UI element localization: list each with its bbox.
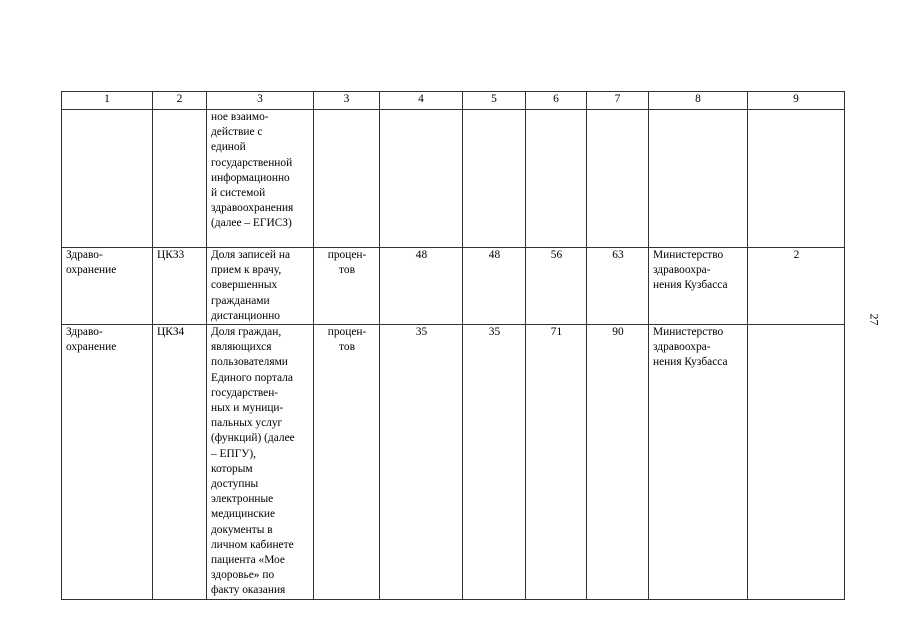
responsible-cell: Министерство здравоохра- нения Кузбасса (649, 248, 748, 325)
value-cell: 35 (380, 325, 463, 600)
value-cell: 48 (463, 248, 526, 325)
code-cell: ЦКЗ4 (153, 325, 207, 600)
indicators-table (61, 91, 845, 600)
code-cell: ЦКЗ3 (153, 248, 207, 325)
responsible-cell: Министерство здравоохра- нения Кузбасса (649, 325, 748, 600)
table-row (62, 248, 845, 325)
responsible-cell (649, 110, 748, 248)
sector-cell: Здраво- охранение (62, 325, 153, 600)
column-header: 7 (587, 92, 649, 110)
sector-cell (62, 110, 153, 248)
unit-cell (314, 110, 380, 248)
column-header: 3 (207, 92, 314, 110)
value-cell: 35 (463, 325, 526, 600)
indicator-cell: ное взаимо- действие с единой государственной информационно й системой здравоохранения (далее – ЕГИСЗ) (207, 110, 314, 248)
column-header: 8 (649, 92, 748, 110)
column-9-cell: 2 (748, 248, 845, 325)
column-header: 5 (463, 92, 526, 110)
indicator-cell: Доля граждан, являющихся пользователями Единого портала государствен- ных и муници- пальных услуг (функций) (далее – ЕПГУ), которым доступны электронные медицинские документы в личном кабинете пациента «Мое здоровье» по факту оказания (207, 325, 314, 600)
value-cell (380, 110, 463, 248)
value-cell (463, 110, 526, 248)
column-header: 9 (748, 92, 845, 110)
unit-cell: процен- тов (314, 325, 380, 600)
value-cell: 71 (526, 325, 587, 600)
column-header: 6 (526, 92, 587, 110)
sector-cell: Здраво- охранение (62, 248, 153, 325)
value-cell: 48 (380, 248, 463, 325)
code-cell (153, 110, 207, 248)
value-cell (587, 110, 649, 248)
table-row (62, 325, 845, 600)
column-header: 1 (62, 92, 153, 110)
column-9-cell (748, 110, 845, 248)
indicator-cell: Доля записей на прием к врачу, совершенных гражданами дистанционно (207, 248, 314, 325)
column-header: 3 (314, 92, 380, 110)
column-header: 2 (153, 92, 207, 110)
value-cell (526, 110, 587, 248)
unit-cell: процен- тов (314, 248, 380, 325)
value-cell: 63 (587, 248, 649, 325)
table-row (62, 110, 845, 248)
value-cell: 56 (526, 248, 587, 325)
table-header-row (62, 92, 845, 110)
column-9-cell (748, 325, 845, 600)
column-header: 4 (380, 92, 463, 110)
value-cell: 90 (587, 325, 649, 600)
page-number: 27 (867, 313, 882, 326)
